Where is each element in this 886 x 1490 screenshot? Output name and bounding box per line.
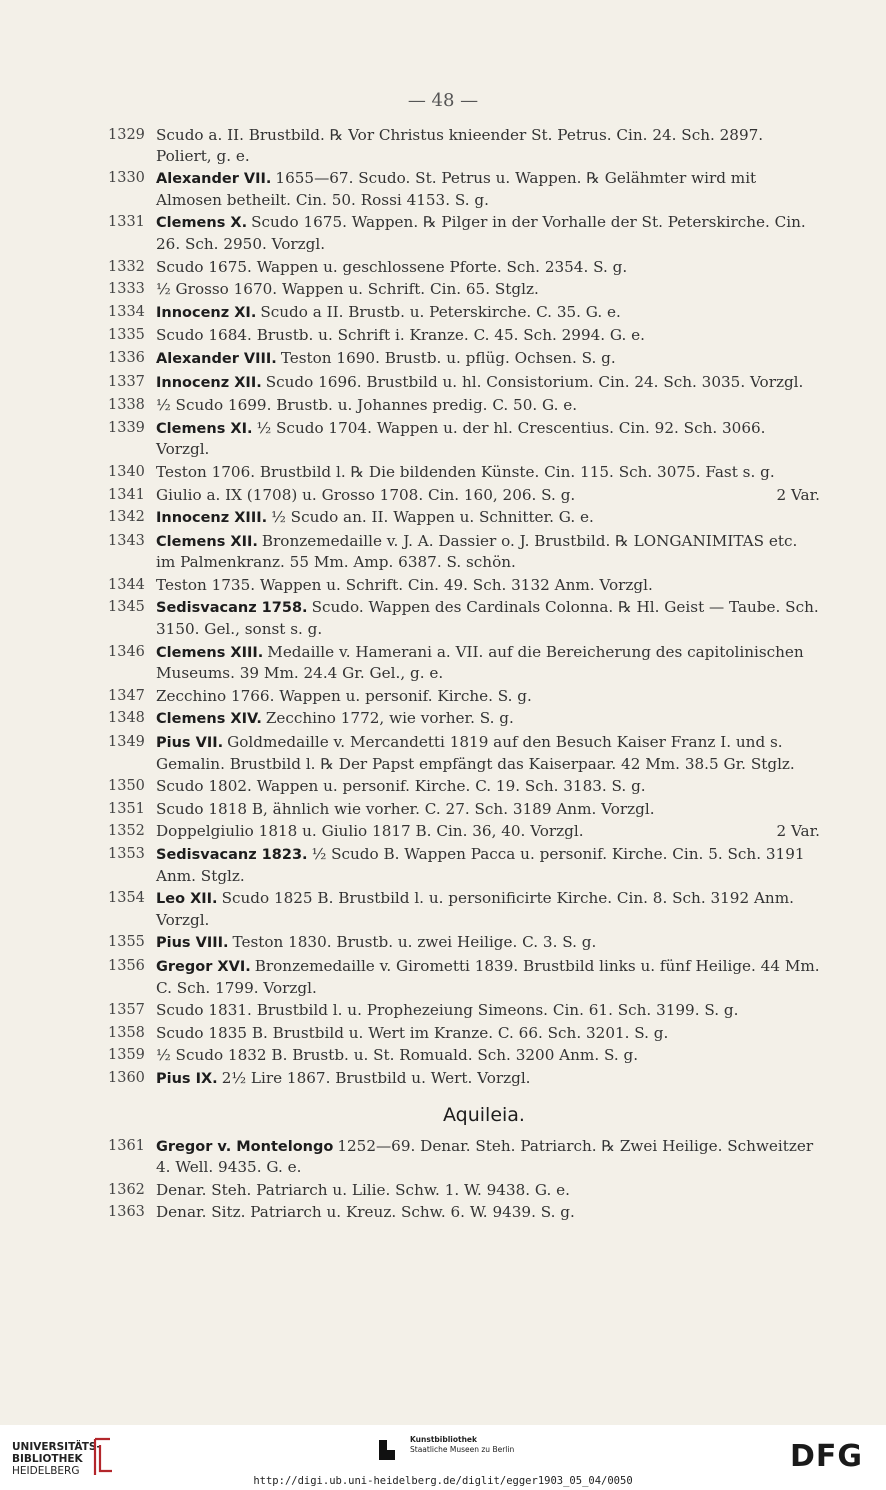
entry-description: Teston 1690. Brustb. u. pflüg. Ochsen. S. g. (280, 348, 616, 367)
entry-list-papal (108, 125, 820, 1090)
entry-ruler-name: Gregor v. Montelongo (156, 1138, 334, 1155)
entry-number: 1352 (108, 823, 145, 840)
entry-body (156, 821, 820, 842)
entry-number: 1333 (108, 281, 145, 298)
entry-description: Scudo 1802. Wappen u. personif. Kirche. C. 19. Sch. 3183. S. g. (156, 777, 646, 796)
entry-body (156, 212, 820, 254)
entry-description: Zecchino 1766. Wappen u. personif. Kirche. S. g. (156, 686, 532, 705)
entry-description: Teston 1830. Brustb. u. zwei Heilige. C. 3. S. g. (232, 933, 597, 952)
catalog-entry (108, 168, 820, 210)
entry-body (156, 888, 820, 930)
university-library-label (12, 1441, 101, 1477)
catalog-entry (108, 1136, 820, 1178)
catalog-entry (108, 956, 820, 998)
catalog-entry (108, 418, 820, 460)
entry-ruler-name: Sedisvacanz 1758. (156, 600, 308, 617)
entry-body (156, 932, 820, 954)
entry-number: 1347 (108, 687, 145, 704)
entry-body (156, 507, 820, 529)
entry-body (156, 732, 820, 774)
entry-number: 1345 (108, 599, 145, 616)
entry-body (156, 418, 820, 460)
entry-description: Teston 1735. Wappen u. Schrift. Cin. 49. Sch. 3132 Anm. Vorzgl. (156, 575, 653, 594)
entry-number: 1357 (108, 1002, 145, 1019)
kunstbibliothek-logo-icon (378, 1439, 396, 1461)
entry-ruler-name: Innocenz XII. (156, 374, 262, 391)
entry-body (156, 125, 820, 166)
entry-description: Goldmedaille v. Mercandetti 1819 auf den Besuch Kaiser Franz I. und s. Gemalin. Brustbild l. ℞ Der Papst empfängt das Kaiserpaar. 42 Mm. 38.5 Gr. Stglz. (156, 733, 795, 773)
catalog-entry (108, 507, 820, 529)
entry-body (156, 1045, 820, 1066)
entry-description: Scudo 1684. Brustb. u. Schrift i. Kranze. C. 45. Sch. 2994. G. e. (156, 326, 645, 345)
entry-description: 1252—69. Denar. Steh. Patriarch. ℞ Zwei Heilige. Schweitzer 4. Well. 9435. G. e. (156, 1136, 814, 1177)
entry-ruler-name: Pius IX. (156, 1070, 218, 1087)
entry-number: 1338 (108, 397, 145, 414)
catalog-entry (108, 395, 820, 416)
entry-number: 1346 (108, 643, 145, 660)
entry-description: Scudo 1675. Wappen. ℞ Pilger in der Vorhalle der St. Peterskirche. Cin. 26. Sch. 2950. Vorzgl. (156, 213, 806, 253)
dfg-logo: DFG (790, 1439, 864, 1474)
uni-line-3: HEIDELBERG (12, 1465, 80, 1477)
entry-number: 1334 (108, 303, 145, 320)
entry-number: 1350 (108, 778, 145, 795)
entry-body (156, 325, 820, 346)
entry-variant-count: 2 Var. (770, 485, 820, 506)
entry-description: Teston 1706. Brustbild l. ℞ Die bildenden Künste. Cin. 115. Sch. 3075. Fast s. g. (156, 462, 775, 481)
entry-body (156, 642, 820, 684)
entry-description: ½ Scudo 1704. Wappen u. der hl. Crescentius. Cin. 92. Sch. 3066. Vorzgl. (156, 418, 766, 459)
catalog-entry (108, 302, 820, 324)
catalog-entry (108, 708, 820, 730)
entry-ruler-name: Clemens X. (156, 215, 248, 232)
catalog-entry (108, 348, 820, 370)
catalog-entry (108, 125, 820, 166)
entry-description: Scudo 1696. Brustbild u. hl. Consistorium. Cin. 24. Sch. 3035. Vorzgl. (265, 372, 804, 391)
entry-body (156, 575, 820, 596)
entry-description: Scudo 1831. Brustbild l. u. Prophezeiung Simeons. Cin. 61. Sch. 3199. S. g. (156, 1001, 739, 1020)
entry-body (156, 956, 820, 998)
entry-body (156, 395, 820, 416)
entry-number: 1354 (108, 890, 145, 907)
entry-description: Scudo 1818 B, ähnlich wie vorher. C. 27. Sch. 3189 Anm. Vorzgl. (156, 799, 655, 818)
section-heading: Aquileia. (443, 1103, 525, 1126)
entry-ruler-name: Leo XII. (156, 891, 218, 908)
university-logo-icon (92, 1437, 114, 1477)
entry-body (156, 1023, 820, 1044)
entry-ruler-name: Clemens XIV. (156, 711, 262, 728)
entry-ruler-name: Pius VII. (156, 735, 224, 752)
catalog-entry (108, 642, 820, 684)
catalog-entry (108, 575, 820, 596)
entry-number: 1330 (108, 170, 145, 187)
entry-number: 1359 (108, 1047, 145, 1064)
entry-body (156, 844, 820, 886)
entry-ruler-name: Clemens XII. (156, 533, 258, 550)
catalog-entry (108, 372, 820, 394)
entry-body (156, 279, 820, 300)
entry-number: 1331 (108, 214, 145, 231)
entry-description: Giulio a. IX (1708) u. Grosso 1708. Cin. 160, 206. S. g. (156, 485, 576, 504)
uni-line-2: BIBLIOTHEK (12, 1453, 83, 1465)
entry-number: 1339 (108, 419, 145, 436)
entry-body (156, 1136, 820, 1178)
entry-description: Scudo a II. Brustb. u. Peterskirche. C. 35. G. e. (260, 302, 621, 321)
entry-description: Doppelgiulio 1818 u. Giulio 1817 B. Cin. 36, 40. Vorzgl. (156, 822, 584, 841)
catalog-entry (108, 776, 820, 797)
kb-line-1: Kunstbibliothek (410, 1435, 478, 1444)
entry-number: 1358 (108, 1024, 145, 1041)
catalog-entry (108, 1180, 820, 1201)
entry-number: 1353 (108, 846, 145, 862)
entry-body (156, 708, 820, 730)
entry-description: ½ Scudo B. Wappen Pacca u. personif. Kirche. Cin. 5. Sch. 3191 Anm. Stglz. (156, 845, 805, 885)
entry-description: Bronzemedaille v. J. A. Dassier o. J. Brustbild. ℞ LONGANIMITAS etc. im Palmenkranz. 55 Mm. Amp. 6387. S. schön. (156, 531, 798, 572)
catalog-entry (108, 686, 820, 707)
page-number: — 48 — (407, 90, 479, 111)
entry-number: 1342 (108, 509, 145, 526)
entry-ruler-name: Pius VIII. (156, 935, 229, 952)
kunstbibliothek-label (410, 1435, 514, 1455)
entry-body (156, 1180, 820, 1201)
catalog-entry (108, 1045, 820, 1066)
uni-line-1: UNIVERSITÄTS- (12, 1441, 101, 1453)
catalog-entry (108, 821, 820, 842)
catalog-entry (108, 732, 820, 774)
entry-ruler-name: Gregor XVI. (156, 958, 251, 975)
entry-number: 1362 (108, 1181, 145, 1198)
entry-body (156, 168, 820, 210)
catalog-entry (108, 888, 820, 930)
entry-body (156, 799, 820, 820)
entry-number: 1341 (108, 486, 145, 503)
entry-body (156, 597, 820, 639)
catalog-entry (108, 257, 820, 278)
entry-description: Scudo 1675. Wappen u. geschlossene Pforte. Sch. 2354. S. g. (156, 257, 628, 276)
entry-ruler-name: Alexander VII. (156, 171, 272, 188)
entry-body (156, 257, 820, 278)
entry-ruler-name: Clemens XIII. (156, 644, 264, 661)
catalog-entry (108, 485, 820, 506)
entry-variant-count: 2 Var. (770, 821, 820, 842)
entry-ruler-name: Innocenz XI. (156, 304, 257, 321)
entry-number: 1335 (108, 327, 145, 344)
entry-number: 1361 (108, 1137, 145, 1154)
catalog-entry (108, 279, 820, 300)
catalog-entry (108, 462, 820, 483)
entry-number: 1355 (108, 934, 145, 951)
entry-body (156, 686, 820, 707)
entry-body (156, 302, 820, 324)
entry-ruler-name: Clemens XI. (156, 420, 253, 437)
entry-description: Zecchino 1772, wie vorher. S. g. (265, 709, 514, 728)
catalog-entry (108, 1023, 820, 1044)
entry-body (156, 462, 820, 483)
entry-body (156, 348, 820, 370)
entry-description: ½ Grosso 1670. Wappen u. Schrift. Cin. 65. Stglz. (156, 280, 539, 299)
entry-description: ½ Scudo an. II. Wappen u. Schnitter. G. e. (271, 508, 594, 527)
entry-body (156, 1000, 820, 1021)
entry-description: Scudo 1835 B. Brustbild u. Wert im Kranze. C. 66. Sch. 3201. S. g. (156, 1023, 669, 1042)
entry-description: Denar. Steh. Patriarch u. Lilie. Schw. 1. W. 9438. G. e. (156, 1180, 570, 1199)
entry-number: 1349 (108, 734, 145, 751)
kb-line-2: Staatliche Museen zu Berlin (410, 1445, 515, 1454)
entry-description: Medaille v. Hamerani a. VII. auf die Bereicherung des capitolinischen Museums. 39 Mm. 24.4 Gr. Gel., g. e. (156, 642, 804, 683)
entry-number: 1344 (108, 576, 145, 593)
entry-description: ½ Scudo 1699. Brustb. u. Johannes predig. C. 50. G. e. (156, 396, 578, 415)
entry-ruler-name: Alexander VIII. (156, 350, 277, 367)
catalog-entry (108, 799, 820, 820)
entry-list-aquileia (108, 1136, 820, 1223)
entry-number: 1329 (108, 127, 145, 143)
entry-description: Bronzemedaille v. Girometti 1839. Brustbild links u. fünf Heilige. 44 Mm. C. Sch. 1799. Vorzgl. (156, 956, 820, 997)
entry-number: 1360 (108, 1069, 145, 1086)
entry-body (156, 1068, 820, 1090)
entry-number: 1356 (108, 957, 145, 974)
entry-description: Scudo 1825 B. Brustbild l. u. personificirte Kirche. Cin. 8. Sch. 3192 Anm. Vorzgl. (156, 889, 794, 929)
entry-number: 1343 (108, 532, 145, 549)
entry-body (156, 776, 820, 797)
catalog-entries (108, 125, 820, 1225)
catalog-entry (108, 844, 820, 886)
entry-body (156, 1202, 820, 1223)
entry-description: ½ Scudo 1832 B. Brustb. u. St. Romuald. Sch. 3200 Anm. S. g. (156, 1046, 639, 1065)
catalog-entry (108, 325, 820, 346)
catalog-entry (108, 212, 820, 254)
entry-number: 1340 (108, 463, 145, 480)
entry-description: 1655—67. Scudo. St. Petrus u. Wappen. ℞ Gelähmter wird mit Almosen betheilt. Cin. 50. Rossi 4153. S. g. (156, 169, 757, 209)
entry-description: Scudo. Wappen des Cardinals Colonna. ℞ Hl. Geist — Taube. Sch. 3150. Gel., sonst s. g. (156, 598, 819, 639)
catalog-entry (108, 597, 820, 639)
entry-ruler-name: Innocenz XIII. (156, 510, 268, 527)
catalog-entry (108, 932, 820, 954)
entry-number: 1351 (108, 800, 145, 817)
catalog-entry (108, 1068, 820, 1090)
catalog-entry (108, 1000, 820, 1021)
entry-number: 1363 (108, 1204, 145, 1221)
entry-number: 1336 (108, 349, 145, 366)
entry-ruler-name: Sedisvacanz 1823. (156, 847, 308, 863)
entry-number: 1337 (108, 373, 145, 390)
entry-number: 1348 (108, 710, 145, 727)
entry-body (156, 372, 820, 394)
source-url[interactable]: http://digi.ub.uni-heidelberg.de/diglit/egger1903_05_04/0050 (253, 1475, 633, 1487)
catalog-entry (108, 1202, 820, 1223)
entry-description: Scudo a. II. Brustbild. ℞ Vor Christus knieender St. Petrus. Cin. 24. Sch. 2897. Poliert, g. e. (156, 126, 764, 165)
catalog-entry (108, 531, 820, 573)
entry-body (156, 485, 820, 506)
footer-bar (0, 1425, 886, 1490)
entry-number: 1332 (108, 258, 145, 275)
entry-description: Denar. Sitz. Patriarch u. Kreuz. Schw. 6. W. 9439. S. g. (156, 1203, 575, 1222)
entry-description: 2½ Lire 1867. Brustbild u. Wert. Vorzgl. (221, 1068, 531, 1087)
entry-body (156, 531, 820, 573)
